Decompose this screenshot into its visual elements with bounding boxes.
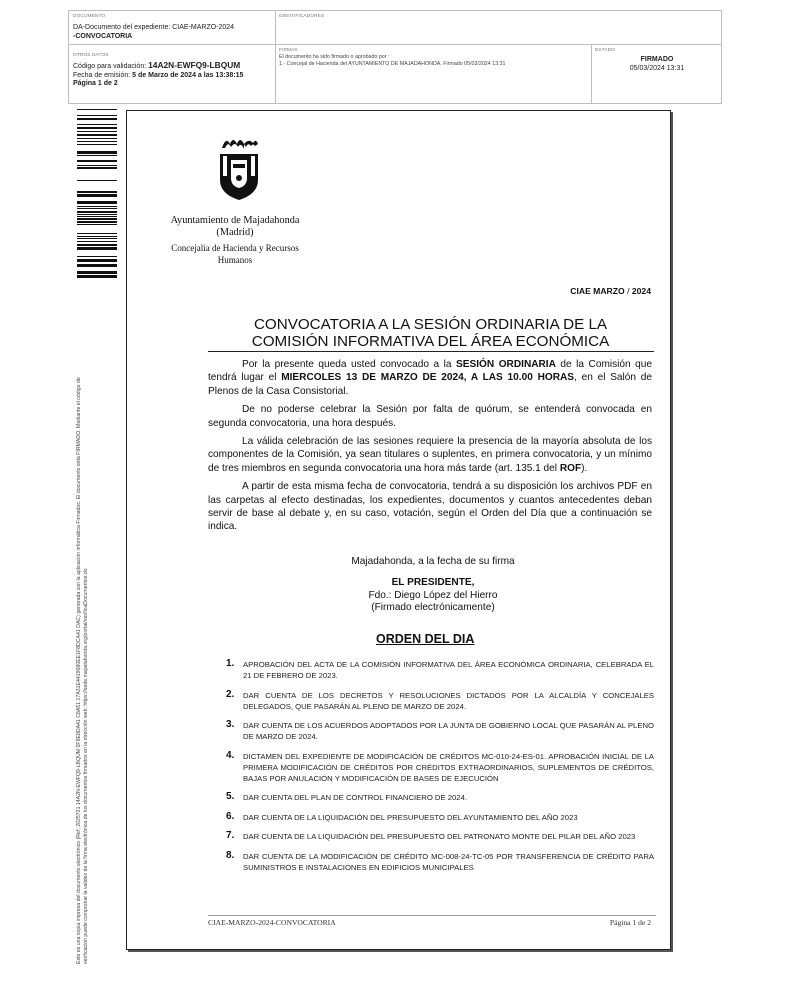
barcode-bar [77, 208, 117, 209]
barcode-bar [77, 214, 117, 215]
letterhead-concejalia: Concejalía de Hacienda y Recursos Humanos [171, 243, 299, 265]
barcode-bar [77, 238, 117, 239]
letterhead-ayuntamiento: Ayuntamiento de Majadahonda (Madrid) [170, 215, 300, 238]
codigo-validacion-value: 14A2N-EWFQ9-LBQUM [148, 60, 241, 70]
majadahonda-crest-logo [218, 134, 260, 202]
barcode-bar [77, 191, 117, 193]
agenda-item-number: 5. [226, 791, 235, 802]
barcode-bar [77, 160, 117, 162]
title-underline [208, 351, 654, 352]
barcode [77, 107, 117, 281]
estado-date: 05/03/2024 13:31 [629, 64, 685, 72]
barcode-bar [77, 221, 117, 223]
agenda-item-text: DAR CUENTA DE LOS DECRETOS Y RESOLUCIONES DICTADOS POR LA ALCALDÍA Y CONCEJALES DELEGADOS, QUE PASARÁN AL PLENO DE MARZO DE 2024. [243, 690, 654, 711]
agenda-item [226, 812, 654, 823]
barcode-bar [77, 194, 117, 197]
barcode-bar [77, 224, 117, 225]
signature-header-table [68, 10, 722, 104]
place-date: Majadahonda, a la fecha de su firma [351, 556, 515, 567]
barcode-bar [77, 141, 117, 142]
agenda-item [226, 851, 654, 873]
barcode-bar [77, 167, 117, 169]
page-title: CONVOCATORIA A LA SESIÓN ORDINARIA DE LA COMISIÓN INFORMATIVA DEL ÁREA ECONÓMICA [251, 316, 610, 350]
documento-caption: DOCUMENTO [73, 14, 106, 19]
barcode-bar [77, 151, 117, 154]
firmas-line1: El documento ha sido firmado o aprobado por : [279, 54, 390, 60]
identificadores-cell [279, 14, 324, 19]
barcode-bar [77, 259, 117, 262]
barcode-bar [77, 236, 117, 237]
agenda-list [226, 659, 654, 881]
verification-side-text [76, 304, 90, 964]
agenda-item-number: 1. [226, 658, 235, 669]
documento-line2: -CONVOCATORIA [73, 32, 133, 40]
paragraph-4: A partir de esta misma fecha de convocatoria, tendrá a su disposición los archivos PDF en las carpetas al efecto destinadas, los expedientes, documentos y cuantos antecedentes deban servir de base al debate y, en su caso, votación, según el Orden del Día que a continuación se indica. [208, 481, 652, 533]
barcode-bar [77, 275, 117, 278]
agenda-item-number: 6. [226, 810, 235, 822]
signer-name: Fdo.: Diego López del Hierro [368, 590, 498, 601]
orden-del-dia-heading: ORDEN DEL DIA [376, 632, 475, 646]
barcode-bar [77, 109, 117, 110]
firmas-caption: FIRMAS [279, 48, 298, 53]
side-text-line1: Este es una copia impresa del documento electrónico (Ref: 2025721 14A2N-EWFQ9-LBQUM 0F9E8DA41 C8A51 17A31E4419680EE1F8DCA41 DAC) generada con la aplicación informática Firmadoc. El documento está FIRMADO. Mediante el código de [76, 377, 82, 964]
barcode-bar [77, 155, 117, 156]
identificadores-caption: IDENTIFICADORES [279, 14, 325, 19]
barcode-bar [77, 216, 117, 217]
barcode-bar [77, 211, 117, 213]
barcode-bar [77, 206, 117, 207]
estado-cell [595, 48, 719, 73]
documento-line1: DA-Documento del expediente: CIAE-MARZO-2024 [73, 24, 235, 31]
fecha-emision: Fecha de emisión: 5 de Marzo de 2024 a las 13:38:15 [73, 71, 244, 79]
paragraph-2: De no poderse celebrar la Sesión por falta de quórum, se entenderá convocada en segunda convocatoria, una hora después. [208, 404, 652, 429]
estado-value: FIRMADO [640, 56, 674, 63]
barcode-bar [77, 124, 117, 125]
barcode-bar [77, 218, 117, 220]
signature-note: (Firmado electrónicamente) [371, 602, 495, 613]
agenda-item-number: 2. [226, 688, 235, 700]
estado-caption: ESTADO [595, 48, 615, 53]
firmas-line2: 1.- Concejal de Hacienda del AYUNTAMIENTO DE MAJADAHONDA. Firmado 05/03/2024 13:31 [279, 61, 506, 67]
barcode-bar [77, 115, 117, 116]
agenda-item [226, 792, 654, 803]
barcode-bar [77, 118, 117, 120]
side-text-line2: verificación puede comprobar la validez de la firma electrónica de los documentos firmados en la dirección web: https://sede.majadahonda.org/portal/verificaDocumentos.do [83, 568, 89, 964]
barcode-bar [77, 127, 117, 129]
barcode-bar [77, 256, 117, 257]
agenda-item-text: DICTAMEN DEL EXPEDIENTE DE MODIFICACIÓN DE CRÉDITOS MC-010-24-ES-01. APROBACIÓN INICIAL DE LA PRIMERA MODIFICACIÓN DE CRÉDITOS POR CRÉDITOS EXTRAORDINARIOS, SUPLEMENTOS DE CRÉDITOS, BAJAS POR ANULACIÓN Y MODIFICACIÓN DE BASES DE EJECUCIÓN [243, 751, 654, 783]
agenda-item-number: 8. [226, 849, 235, 861]
barcode-bar [77, 233, 117, 234]
barcode-bar [77, 138, 117, 139]
barcode-bar [77, 247, 117, 250]
agenda-item-number: 3. [226, 719, 235, 730]
barcode-bar [77, 244, 117, 246]
agenda-item-text: DAR CUENTA DE LOS ACUERDOS ADOPTADOS POR LA JUNTA DE GOBIERNO LOCAL QUE PASARÁN AL PLENO DE MARZO DE 2024. [243, 721, 654, 741]
document-reference: CIAE MARZO / 2024 [570, 286, 651, 296]
codigo-validacion: Código para validación: 14A2N-EWFQ9-LBQUM [73, 60, 241, 70]
agenda-item [226, 751, 654, 784]
documento-cell [73, 14, 273, 41]
agenda-item-text: DAR CUENTA DE LA LIQUIDACIÓN DEL PRESUPUESTO DEL PATRONATO MONTE DEL PILAR DEL AÑO 2023 [243, 832, 636, 841]
agenda-item [226, 690, 654, 712]
signer-role: EL PRESIDENTE, [391, 577, 475, 588]
agenda-item-number: 7. [226, 830, 235, 841]
barcode-bar [77, 271, 117, 274]
footer-left: CIAE-MARZO-2024-CONVOCATORIA [208, 918, 336, 927]
otros-datos-caption: OTROS DATOS [73, 53, 109, 58]
barcode-bar [77, 201, 117, 204]
convocatoria-body [208, 358, 652, 539]
barcode-bar [77, 144, 117, 145]
agenda-item [226, 831, 654, 842]
barcode-bar [77, 264, 117, 267]
agenda-item-text: APROBACIÓN DEL ACTA DE LA COMISIÓN INFORMATIVA DEL ÁREA ECONÓMICA ORDINARIA, CELEBRADA EL 21 DE FEBRERO DE 2023. [243, 660, 654, 680]
otros-datos-cell [73, 53, 273, 89]
paragraph-3: La válida celebración de las sesiones requiere la presencia de la mayoría absoluta de los componentes de la Comisión, ya sean titulares o suplentes, en primera convocatoria, y un mínimo de tres miembros en segunda convocatoria una hora más tarde (art. 135.1 del ROF). [208, 436, 652, 474]
barcode-bar [77, 241, 117, 242]
agenda-item-text: DAR CUENTA DEL PLAN DE CONTROL FINANCIERO DE 2024. [243, 793, 467, 802]
agenda-item-text: DAR CUENTA DE LA MODIFICACIÓN DE CRÉDITO MC-008-24-TC-05 POR TRANSFERENCIA DE CRÉDITO PARA SUMINISTROS E INSTALACIONES EN EDIFICIOS MUNICIPALES [243, 851, 654, 872]
barcode-bar [77, 134, 117, 136]
agenda-item-number: 4. [226, 749, 235, 761]
barcode-bar [77, 131, 117, 132]
footer-rule [208, 915, 656, 916]
agenda-item-text: DAR CUENTA DE LA LIQUIDACIÓN DEL PRESUPUESTO DEL AYUNTAMIENTO DEL AÑO 2023 [243, 812, 578, 822]
footer-page: Página 1 de 2 [609, 918, 651, 927]
barcode-bar [77, 180, 117, 181]
firmas-cell [279, 48, 589, 68]
pagina-indicator: Página 1 de 2 [73, 80, 118, 87]
agenda-item [226, 720, 654, 742]
agenda-item [226, 659, 654, 681]
paragraph-1: Por la presente queda usted convocado a la SESIÓN ORDINARIA de la Comisión que tendrá lugar el MIERCOLES 13 DE MARZO DE 2024, A LAS 10.00 HORAS, en el Salón de Plenos de la Casa Consistorial. [208, 359, 653, 397]
barcode-bar [77, 165, 117, 166]
